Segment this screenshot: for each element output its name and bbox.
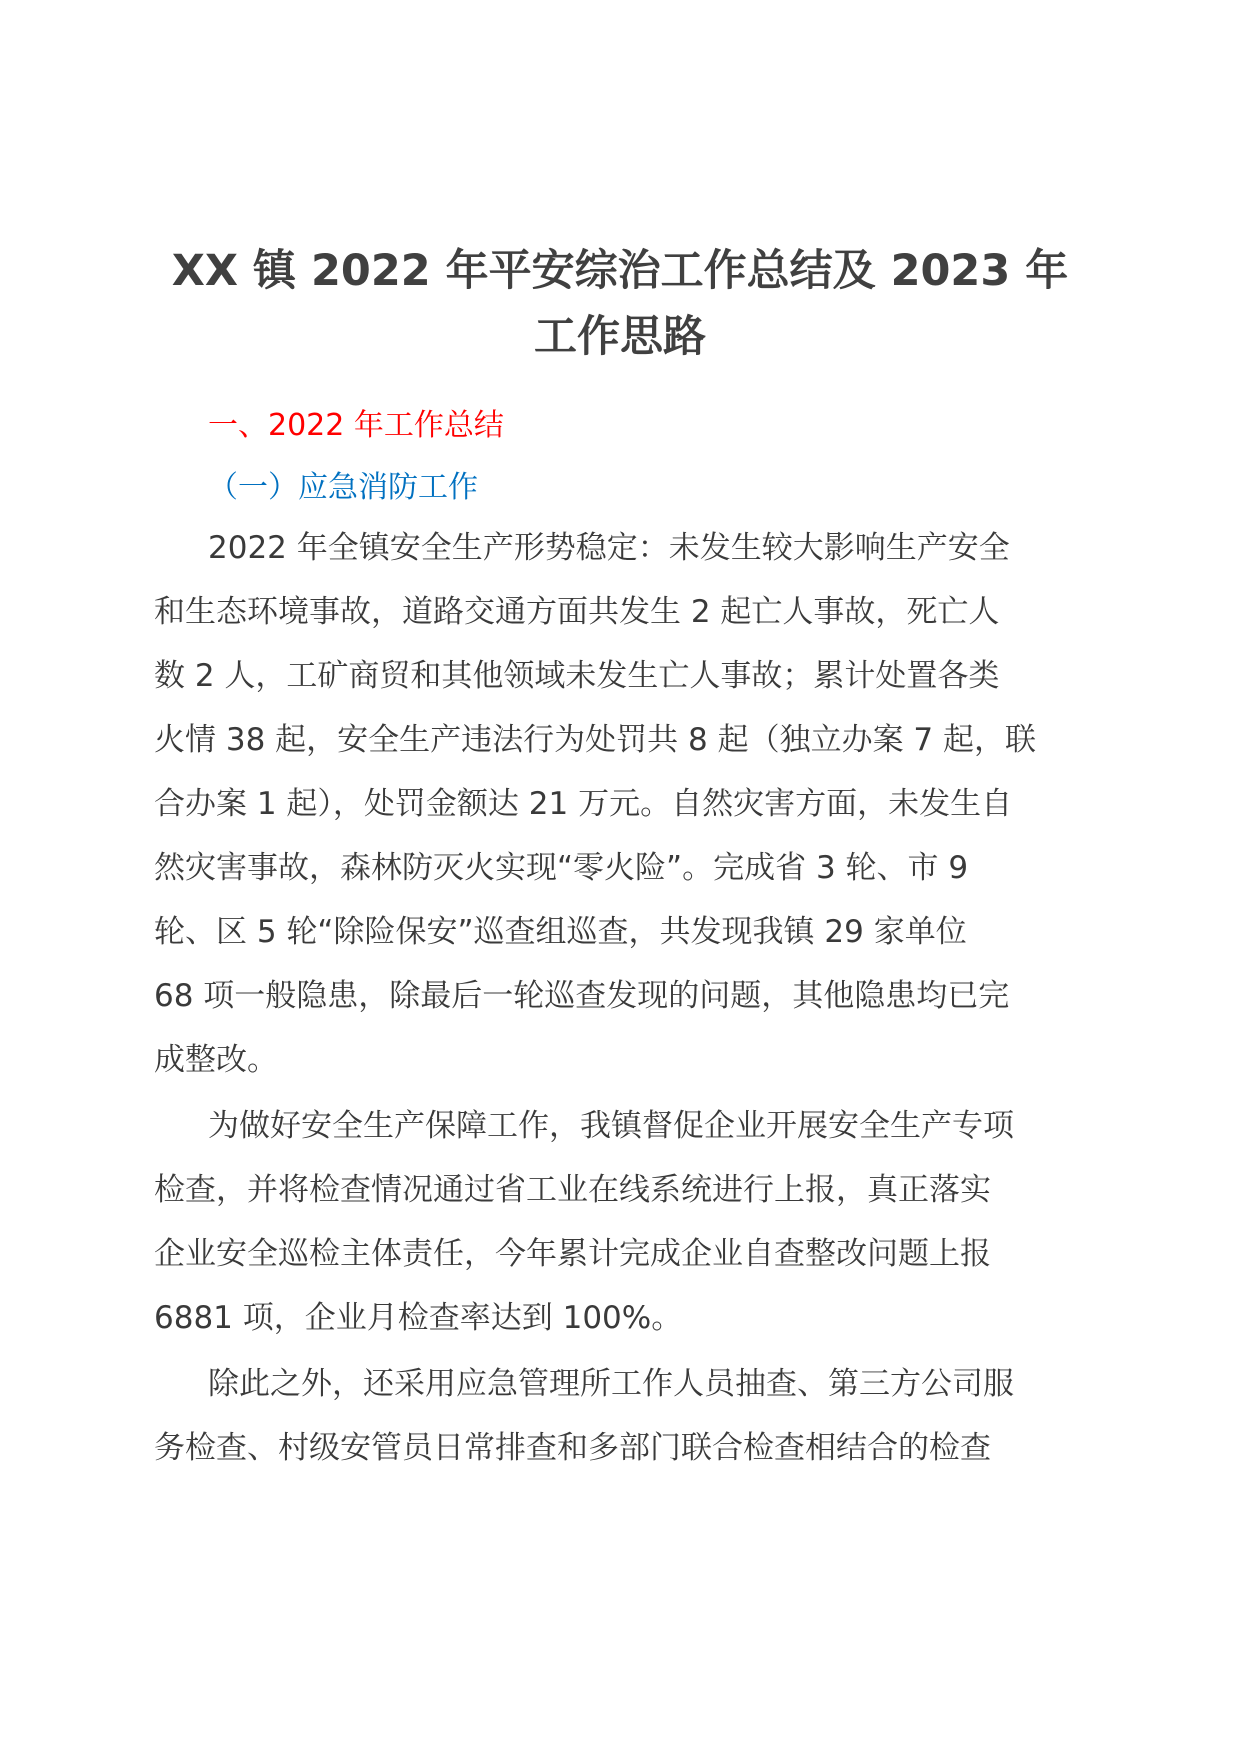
- paragraph-line: 然灾害事故，森林防灭火实现“零火险”。完成省 3 轮、市 9: [154, 850, 969, 886]
- document-title-line-2: 工作思路: [534, 312, 706, 362]
- section-heading: 一、2022 年工作总结: [208, 408, 504, 443]
- paragraph-line: 检查，并将检查情况通过省工业在线系统进行上报，真正落实: [154, 1172, 991, 1208]
- subsection-heading: （一）应急消防工作: [208, 470, 478, 505]
- paragraph-line: 数 2 人，工矿商贸和其他领域未发生亡人事故；累计处置各类: [154, 658, 1000, 694]
- paragraph-line: 2022 年全镇安全生产形势稳定：未发生较大影响生产安全: [208, 530, 1010, 566]
- paragraph-line: 6881 项，企业月检查率达到 100%。: [154, 1300, 683, 1336]
- paragraph-line: 火情 38 起，安全生产违法行为处罚共 8 起（独立办案 7 起，联: [154, 722, 1037, 758]
- paragraph-line: 轮、区 5 轮“除险保安”巡查组巡查，共发现我镇 29 家单位: [154, 914, 967, 950]
- paragraph-line: 除此之外，还采用应急管理所工作人员抽查、第三方公司服: [208, 1366, 1014, 1402]
- paragraph-line: 为做好安全生产保障工作，我镇督促企业开展安全生产专项: [208, 1108, 1014, 1144]
- paragraph-line: 企业安全巡检主体责任，今年累计完成企业自查整改问题上报: [154, 1236, 991, 1272]
- paragraph-line: 务检查、村级安管员日常排查和多部门联合检查相结合的检查: [154, 1430, 991, 1466]
- document-title-line-1: XX 镇 2022 年平安综治工作总结及 2023 年: [171, 246, 1069, 296]
- paragraph-line: 成整改。: [154, 1042, 278, 1078]
- paragraph-line: 68 项一般隐患，除最后一轮巡查发现的问题，其他隐患均已完: [154, 978, 1010, 1014]
- paragraph-line: 和生态环境事故，道路交通方面共发生 2 起亡人事故，死亡人: [154, 594, 1000, 630]
- paragraph-line: 合办案 1 起），处罚金额达 21 万元。自然灾害方面，未发生自: [154, 786, 1013, 822]
